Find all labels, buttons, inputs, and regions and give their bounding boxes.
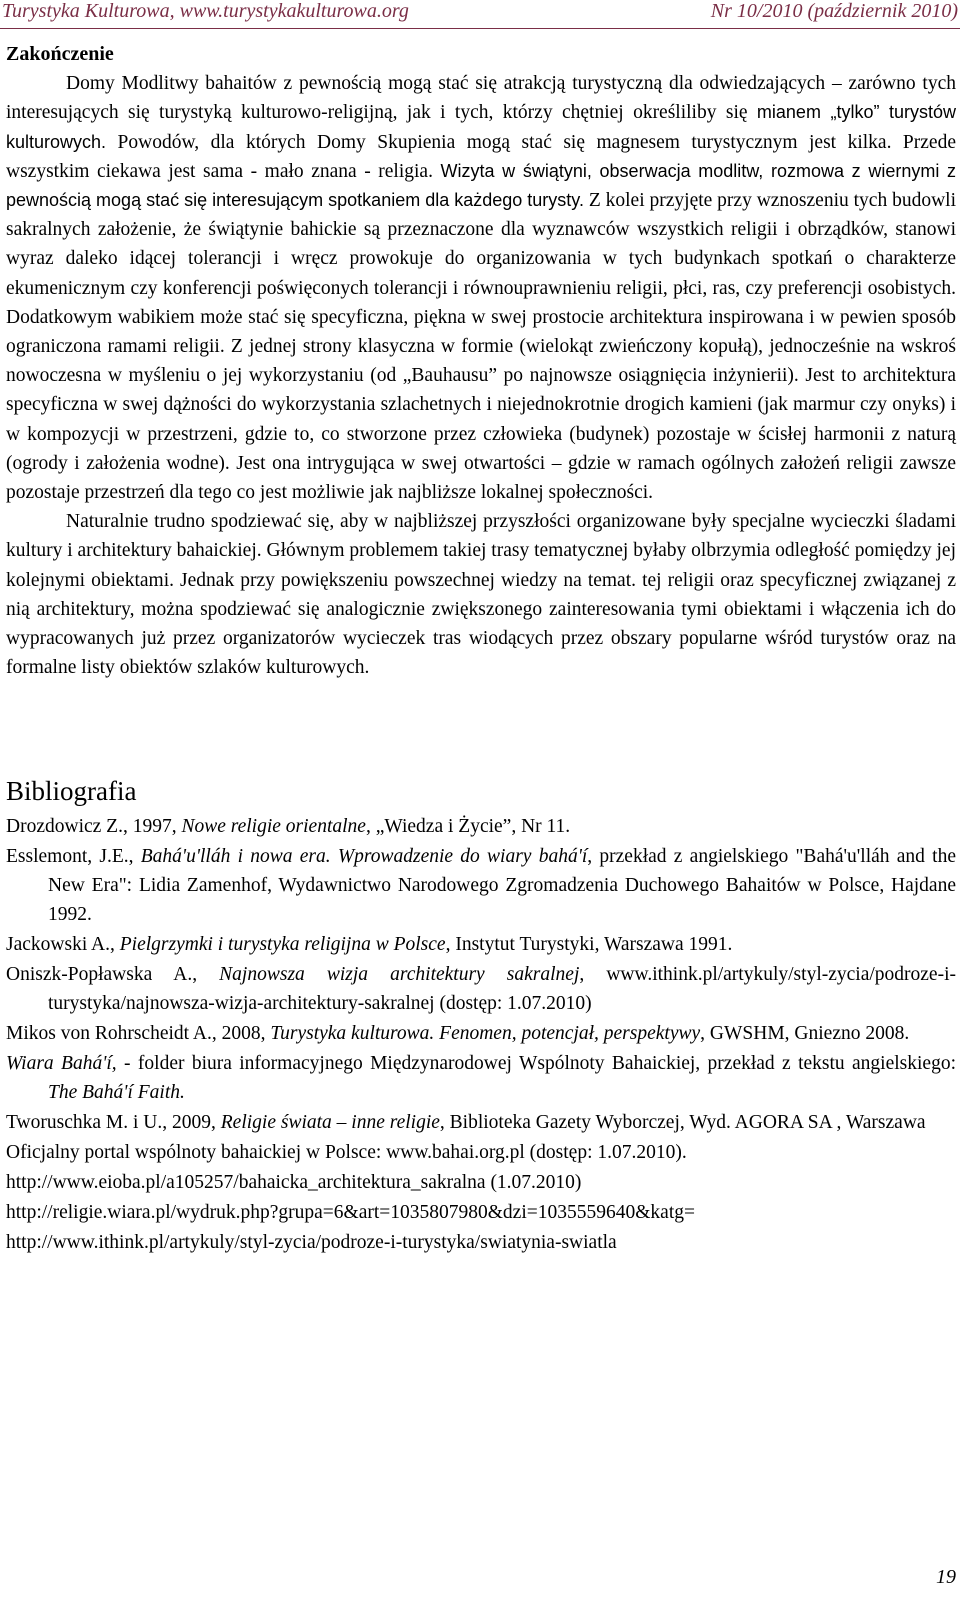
page-number: 19 (936, 1566, 956, 1588)
paragraph-2: Naturalnie trudno spodziewać się, aby w najbliższej przyszłości organizowane były specjalne wycieczki śladami kultury i architektury bahaickiej. Głównym problemem takiej trasy tematycznej byłaby olbrzymia odległość pomiędzy jej kolejnymi obiektami. Jednak przy powiększeniu powszechnej wiedzy na temat. tej religii oraz specyficznej związanej z nią architektury, można spodziewać się analogicznie zwiększonego zainteresowania tymi obiektami i włączenia ich do wypracowanych już przez organizatorów wycieczek tras wiodących przez obszary popularne wśród turystów oraz na formalne listy obiektów szlaków kulturowych. (6, 511, 956, 679)
entry-title: Najnowsza wizja architektury sakralnej (219, 964, 580, 986)
bibliography-title: Bibliografia (6, 776, 137, 807)
para1-text-4: Wizyta w świątyni, obserwacja modlitw, rozmowa z wiernymi z pewnością mogą stać się interesującym spotkaniem dla każdego turysty. (6, 160, 957, 211)
para1-text-5: Z kolei przyjęte przy wznoszeniu tych budowli sakralnych założenie, że świątynie bahickie są przeznaczone dla wyznawców wszystkich religii i obrządków, stanowi wyraz daleko idącej tolerancji i wręcz prowokuje do organizowania w tych budynkach spotkań o charakterze ekumenicznym czy konferencji poświęconych tolerancji i równouprawnieniu religii, płci, ras, czy preferencji osobistych. Dodatkowym wabikiem może stać się specyficzna, piękna w swej prostocie architektura inspirowana i w pewien sposób ograniczona ramami religii. Z jednej strony klasyczna w formie (wielokąt zwieńczony kopułą), jednocześnie na wskroś nowoczesna w myśleniu o jej wykorzystaniu (od „Bauhausu” po najnowsze osiągnięcia inżynierii). Jest to architektura specyficzna w swej dążności do wykorzystania szlachetnych i niejednokrotnie drogich kamieni (jak marmur czy onyks) i w kompozycji w przestrzeni, gdzie to, co stworzone przez człowieka (budynek) pozostaje w ścisłej harmonii z naturą (ogrody i założenia wodne). Jest ona intrygująca w swej otwartości – gdzie w ramach ogólnych założeń religii zawsze pozostaje przestrzeń dla tego co jest możliwie jak najbliższe lokalnej społeczności. (6, 190, 956, 504)
entry-title: Turystyka kulturowa. Fenomen, potencjał, perspektywy (270, 1023, 701, 1045)
entry-author: Oniszk-Popławska A., (6, 964, 220, 986)
entry-author: Jackowski A., (6, 934, 120, 956)
para1-text-3: Powodów, dla których Domy Skupienia mogą stać się magnesem turystycznym jest kilka. Przede wszystkim ciekawa jest sama - mało znana - religia. (6, 131, 956, 182)
bibliography-entry (6, 930, 956, 959)
para1-text-1: Domy Modlitwy bahaitów z pewnością mogą stać się atrakcją turystyczną dla odwiedzających – zarówno tych interesujących się turystyką kulturowo-religijną, jak i tych, którzy chętniej określiliby się (6, 73, 956, 124)
entry-details: , www.ithink.pl/artykuly/styl-zycia/podroze-i-turystyka/najnowsza-wizja-architektury-sakralnej (dostęp: 1.07.2010) (48, 964, 956, 1015)
entry-details: , GWSHM, Gniezno 2008. (700, 1023, 910, 1045)
bibliography-url[interactable]: http://www.ithink.pl/artykuly/styl-zycia/podroze-i-turystyka/swiatynia-swiatla (6, 1232, 617, 1254)
entry-original-title: The Bahá'í Faith. (48, 1082, 185, 1104)
bibliography-list (6, 812, 956, 1257)
bibliography-url[interactable]: http://religie.wiara.pl/wydruk.php?grupa=6&art=1035807980&dzi=1035559640&katg= (6, 1202, 695, 1224)
entry-author: Mikos von Rohrscheidt A., 2008, (6, 1023, 271, 1045)
issue-info: Nr 10/2010 (październik 2010) (710, 0, 958, 22)
entry-details: , „Wiedza i Życie”, Nr 11. (365, 816, 571, 838)
entry-details: , Biblioteka Gazety Wyborczej, Wyd. AGORA SA , Warszawa (439, 1112, 926, 1134)
entry-author: Drozdowicz Z., 1997, (6, 816, 182, 838)
entry-author: Tworuschka M. i U., 2009, (6, 1112, 221, 1134)
bibliography-entry (6, 1049, 956, 1107)
bibliography-entry (6, 1108, 956, 1137)
journal-title: Turystyka Kulturowa, www.turystykakulturowa.org (2, 0, 409, 22)
entry-title: Religie świata – inne religie (220, 1112, 440, 1134)
entry-details: - folder biura informacyjnego Międzynarodowej Wspólnoty Bahaickiej, przekład z tekstu angielskiego: (116, 1053, 956, 1075)
entry-title: Pielgrzymki i turystyka religijna w Polsce (119, 934, 446, 956)
bibliography-entry (6, 812, 956, 841)
spacer (6, 682, 956, 774)
section-title: Zakończenie (6, 43, 114, 65)
bibliography-entry (6, 842, 956, 929)
entry-details: , Instytut Turystyki, Warszawa 1991. (445, 934, 733, 956)
para1-text-2: mianem „tylko” turystów kulturowych. (6, 102, 956, 152)
entry-title: Nowe religie orientalne (181, 816, 366, 838)
entry-details: , przekład z angielskiego "Bahá'u'lláh and the New Era": Lidia Zamenhof, Wydawnictwo Narodowego Zgromadzenia Duchowego Bahaitów w Polsce, Hajdane 1992. (48, 846, 956, 926)
page-header (0, 0, 960, 29)
entry-title: Wiara Bahá'í, (6, 1053, 117, 1075)
bibliography-url[interactable]: http://www.eioba.pl/a105257/bahaicka_architektura_sakralna (1.07.2010) (6, 1172, 582, 1194)
bibliography-entry (6, 960, 956, 1018)
entry-author: Esslemont, J.E., (6, 846, 141, 868)
bibliography-entry (6, 1019, 956, 1048)
bibliography-entry: Oficjalny portal wspólnoty bahaickiej w Polsce: www.bahai.org.pl (dostęp: 1.07.2010). (6, 1142, 687, 1164)
paragraph-1 (6, 69, 956, 507)
article-body (6, 40, 956, 1258)
entry-title: Bahá'u'lláh i nowa era. Wprowadzenie do wiary bahá'í (140, 846, 588, 868)
